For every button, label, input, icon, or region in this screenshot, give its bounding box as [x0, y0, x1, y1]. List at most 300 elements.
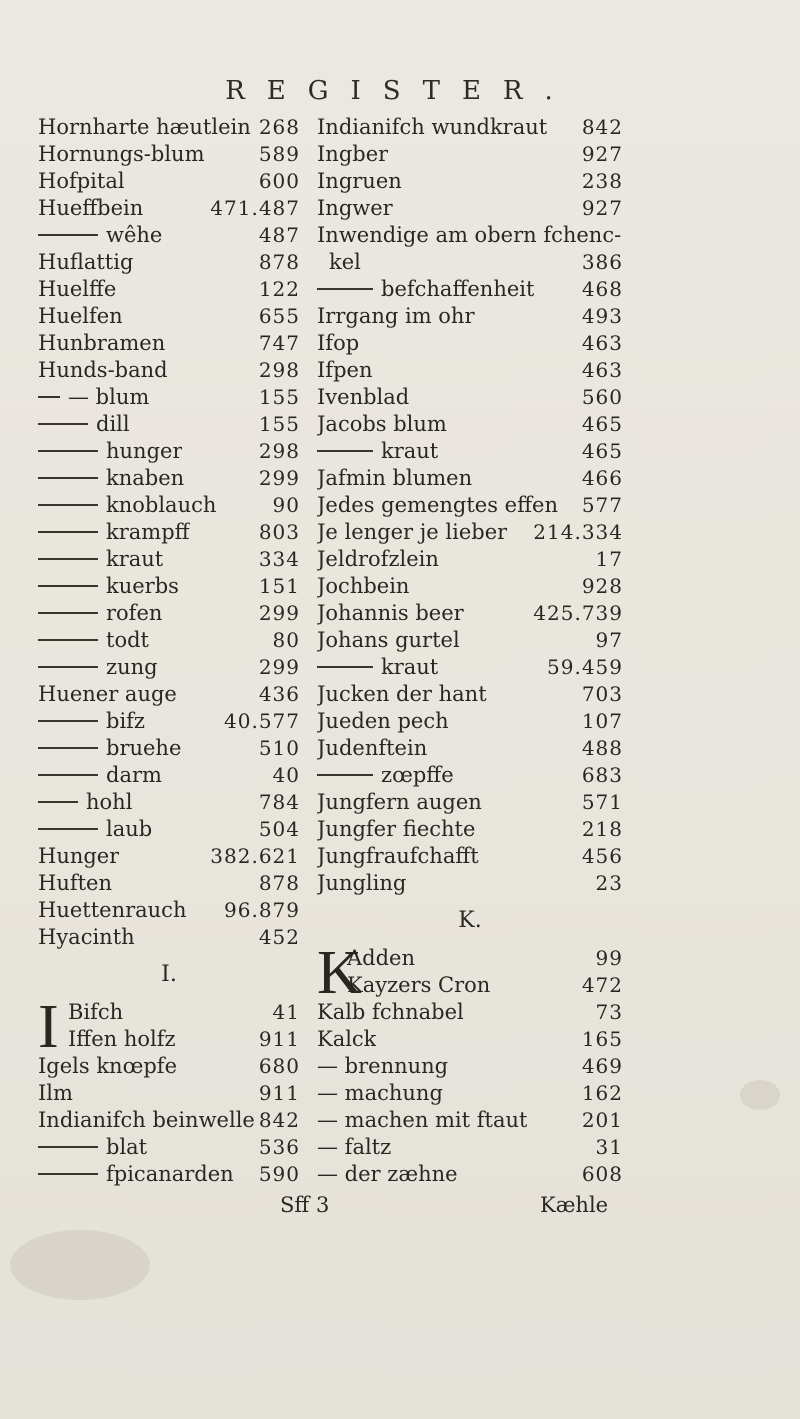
index-entry — [317, 870, 623, 897]
entry-term-text: Jungling — [317, 871, 407, 895]
entry-term — [38, 195, 143, 222]
entry-page-number: 382.621 — [210, 844, 300, 868]
ditto-dash — [38, 828, 98, 830]
entry-term — [317, 465, 472, 492]
index-entry — [317, 735, 623, 762]
entry-term-text: Inwendige am obern fchenc- — [317, 223, 622, 247]
index-entry — [317, 195, 623, 222]
entry-term — [317, 1080, 443, 1107]
entry-term-text: kraut — [381, 655, 439, 679]
entry-term — [38, 411, 130, 438]
ditto-dash — [38, 1173, 98, 1175]
entry-term-text: — brennung — [317, 1054, 449, 1078]
entry-term-text: Jungfraufchafft — [317, 844, 479, 868]
entry-term-text: Huelffe — [38, 277, 117, 301]
index-entry — [317, 222, 623, 249]
entry-term — [38, 897, 186, 924]
entry-page-number: 122 — [258, 277, 300, 301]
index-entry — [38, 303, 300, 330]
entry-page-number: 40.577 — [224, 709, 300, 733]
entry-term-text: bifz — [106, 709, 145, 733]
index-entry — [317, 114, 623, 141]
entry-term-text: Igels knœpfe — [38, 1054, 177, 1078]
entry-term — [347, 972, 490, 999]
index-entry — [317, 999, 623, 1026]
entry-term — [317, 789, 482, 816]
index-entry — [38, 384, 300, 411]
entry-term-text: Kayzers Cron — [347, 973, 491, 997]
index-entry — [38, 1053, 300, 1080]
entry-page-number: 703 — [581, 682, 623, 706]
entry-page-number: 487 — [258, 223, 300, 247]
entry-term-text: knaben — [106, 466, 185, 490]
ditto-dash — [38, 396, 60, 398]
right-column — [317, 114, 623, 1188]
entry-term — [38, 276, 116, 303]
entry-term-text: Kalb fchnabel — [317, 1000, 464, 1024]
entry-term — [38, 168, 125, 195]
entry-term — [317, 411, 447, 438]
entry-page-number: 299 — [258, 601, 300, 625]
ditto-dash — [38, 234, 98, 236]
entry-page-number: 927 — [581, 142, 623, 166]
entry-page-number: 600 — [258, 169, 300, 193]
entry-term — [317, 735, 427, 762]
entry-term — [38, 762, 162, 789]
entry-page-number: 334 — [258, 547, 300, 571]
entry-page-number: 298 — [258, 439, 300, 463]
entry-term — [317, 870, 406, 897]
dropcap-letter: I — [38, 993, 59, 1061]
dropcap-lines — [68, 999, 300, 1053]
entry-page-number: 683 — [581, 763, 623, 787]
entry-page-number: 590 — [258, 1162, 300, 1186]
index-entry — [38, 492, 300, 519]
entry-page-number: 456 — [581, 844, 623, 868]
entry-list-bottom — [317, 999, 623, 1188]
entry-term-text: Ingruen — [317, 169, 402, 193]
entry-term-text: Jungfern augen — [317, 790, 482, 814]
index-entry — [317, 627, 623, 654]
index-entry — [38, 843, 300, 870]
entry-page-number: 386 — [581, 250, 623, 274]
entry-term — [38, 438, 182, 465]
entry-page-number: 571 — [581, 790, 623, 814]
entry-page-number: 842 — [581, 115, 623, 139]
entry-page-number: 878 — [258, 250, 300, 274]
entry-term — [38, 141, 204, 168]
entry-term-text: Hunger — [38, 844, 120, 868]
entry-term — [38, 735, 181, 762]
entry-page-number: 589 — [258, 142, 300, 166]
entry-page-number: 218 — [581, 817, 623, 841]
index-entry — [347, 972, 623, 999]
entry-page-number: 40 — [272, 763, 300, 787]
index-entry — [317, 1161, 623, 1188]
entry-term-text: Hyacinth — [38, 925, 135, 949]
entry-page-number: 488 — [581, 736, 623, 760]
entry-term — [38, 546, 163, 573]
entry-term-text: Huener auge — [38, 682, 177, 706]
index-entry — [317, 384, 623, 411]
entry-term — [38, 870, 112, 897]
entry-term-text: blat — [106, 1135, 148, 1159]
entry-term-text: Je lenger je lieber — [317, 520, 508, 544]
entry-term-text: Hunds-band — [38, 358, 168, 382]
entry-term — [68, 1026, 176, 1053]
entry-term — [317, 114, 547, 141]
entry-term-text: Adden — [347, 946, 416, 970]
ditto-dash — [317, 774, 373, 776]
entry-term-text: bruehe — [106, 736, 182, 760]
index-entry — [38, 546, 300, 573]
entry-term-text: Huettenrauch — [38, 898, 187, 922]
index-entry — [317, 519, 623, 546]
entry-term-text: Kalck — [317, 1027, 377, 1051]
index-entry — [317, 249, 623, 276]
index-entry — [68, 1026, 300, 1053]
index-entry — [347, 945, 623, 972]
entry-term-text: rofen — [106, 601, 163, 625]
entry-page-number: 41 — [272, 1000, 300, 1024]
entry-page-number: 493 — [581, 304, 623, 328]
entry-term-text: — machung — [317, 1081, 443, 1105]
entry-term — [68, 999, 123, 1026]
page-title: REGISTER. — [225, 76, 575, 106]
entry-term-text: — blum — [68, 385, 150, 409]
entry-page-number: 560 — [581, 385, 623, 409]
index-entry — [317, 168, 623, 195]
entry-term — [317, 762, 454, 789]
entry-term — [317, 999, 464, 1026]
entry-page-number: 268 — [258, 115, 300, 139]
entry-term-text: Irrgang im ohr — [317, 304, 475, 328]
entry-term-text: Ivenblad — [317, 385, 410, 409]
ditto-dash — [38, 639, 98, 641]
entry-page-number: 425.739 — [533, 601, 623, 625]
entry-list-top — [38, 114, 300, 951]
entry-term-text: Huften — [38, 871, 113, 895]
entry-term — [317, 1134, 391, 1161]
ditto-dash — [38, 477, 98, 479]
entry-term — [38, 330, 165, 357]
index-entry — [38, 573, 300, 600]
entry-term-text: fpicanarden — [106, 1162, 234, 1186]
entry-page-number: 655 — [258, 304, 300, 328]
entry-term — [38, 1080, 73, 1107]
entry-term-text: zung — [106, 655, 158, 679]
ditto-dash — [38, 801, 78, 803]
entry-term-text: — der zæhne — [317, 1162, 458, 1186]
entry-term — [38, 681, 177, 708]
entry-term-text: Jungfer fiechte — [317, 817, 476, 841]
ditto-dash — [317, 288, 373, 290]
entry-term — [317, 843, 479, 870]
index-entry — [38, 600, 300, 627]
entry-term — [317, 546, 439, 573]
entry-term — [317, 357, 372, 384]
index-entry — [38, 411, 300, 438]
index-entry — [38, 168, 300, 195]
section-heading: K. — [458, 908, 482, 933]
ditto-dash — [38, 504, 98, 506]
index-entry — [38, 654, 300, 681]
index-entry — [317, 600, 623, 627]
entry-list-bottom — [38, 1053, 300, 1188]
entry-page-number: 17 — [595, 547, 623, 571]
entry-term-text: Jacobs blum — [317, 412, 447, 436]
index-entry — [38, 789, 300, 816]
index-entry — [317, 1134, 623, 1161]
entry-term-text: Ingber — [317, 142, 389, 166]
entry-term-text: Jeldrofzlein — [317, 547, 439, 571]
catchword: Kæhle — [540, 1193, 609, 1217]
entry-term — [317, 1026, 376, 1053]
index-entry — [68, 999, 300, 1026]
entry-page-number: 99 — [595, 946, 623, 970]
index-entry — [38, 276, 300, 303]
entry-page-number: 80 — [272, 628, 300, 652]
ditto-dash — [38, 774, 98, 776]
entry-term — [38, 357, 168, 384]
entry-term — [38, 1161, 234, 1188]
entry-page-number: 463 — [581, 358, 623, 382]
section-heading: I. — [161, 962, 177, 987]
entry-term-text: Hornharte hæutlein — [38, 115, 251, 139]
entry-page-number: 842 — [258, 1108, 300, 1132]
index-entry — [38, 1161, 300, 1188]
entry-page-number: 784 — [258, 790, 300, 814]
entry-page-number: 73 — [595, 1000, 623, 1024]
entry-term-text: Indianifch wundkraut — [317, 115, 548, 139]
ditto-dash — [317, 450, 373, 452]
entry-term — [38, 1134, 147, 1161]
index-entry — [317, 303, 623, 330]
entry-term — [317, 1161, 458, 1188]
entry-term — [38, 654, 158, 681]
entry-page-number: 155 — [258, 385, 300, 409]
entry-page-number: 472 — [581, 973, 623, 997]
entry-page-number: 452 — [258, 925, 300, 949]
entry-term — [38, 303, 123, 330]
index-entry — [38, 735, 300, 762]
index-entry — [317, 438, 623, 465]
index-entry — [38, 249, 300, 276]
entry-term-text: Hornungs-blum — [38, 142, 205, 166]
index-entry — [38, 141, 300, 168]
entry-page-number: 878 — [258, 871, 300, 895]
entry-page-number: 90 — [272, 493, 300, 517]
entry-page-number: 608 — [581, 1162, 623, 1186]
entry-term-text: Indianifch beinwelle — [38, 1108, 255, 1132]
entry-page-number: 155 — [258, 412, 300, 436]
entry-page-number: 803 — [258, 520, 300, 544]
entry-term — [317, 276, 534, 303]
entry-term — [317, 519, 507, 546]
entry-term-text: befchaffenheit — [381, 277, 535, 301]
entry-page-number: 469 — [581, 1054, 623, 1078]
index-entry — [317, 357, 623, 384]
entry-term-text: dill — [96, 412, 130, 436]
entry-page-number: 680 — [258, 1054, 300, 1078]
index-entry — [317, 465, 623, 492]
entry-page-number: 201 — [581, 1108, 623, 1132]
index-entry — [317, 708, 623, 735]
entry-term-text: Jochbein — [317, 574, 410, 598]
index-entry — [317, 573, 623, 600]
entry-term-text: darm — [106, 763, 162, 787]
index-entry — [317, 789, 623, 816]
index-entry — [317, 411, 623, 438]
entry-term — [38, 114, 251, 141]
dropcap-block — [38, 993, 300, 1061]
entry-page-number: 465 — [581, 412, 623, 436]
entry-term — [317, 573, 409, 600]
entry-page-number: 928 — [581, 574, 623, 598]
entry-term — [38, 708, 145, 735]
entry-page-number: 504 — [258, 817, 300, 841]
entry-term-text: krampff — [106, 520, 190, 544]
entry-page-number: 31 — [595, 1135, 623, 1159]
ditto-dash — [38, 666, 98, 668]
entry-term-text: — machen mit ftaut — [317, 1108, 528, 1132]
entry-term-text: Iffen holfz — [68, 1027, 176, 1051]
index-entry — [38, 330, 300, 357]
entry-page-number: 466 — [581, 466, 623, 490]
entry-page-number: 151 — [258, 574, 300, 598]
index-entry — [317, 1026, 623, 1053]
entry-term — [38, 249, 133, 276]
entry-term — [38, 492, 216, 519]
entry-term-text: Ifpen — [317, 358, 373, 382]
entry-term-text: Johannis beer — [317, 601, 464, 625]
entry-page-number: 471.487 — [210, 196, 300, 220]
entry-term-text: Hofpital — [38, 169, 125, 193]
entry-term — [38, 573, 179, 600]
dropcap-letter: K — [317, 939, 362, 1007]
entry-page-number: 536 — [258, 1135, 300, 1159]
entry-term-text: todt — [106, 628, 149, 652]
index-entry — [38, 816, 300, 843]
entry-term — [38, 384, 149, 411]
entry-term-text: hohl — [86, 790, 133, 814]
entry-term-text: kuerbs — [106, 574, 179, 598]
ditto-dash — [38, 720, 98, 722]
entry-term-text: Johans gurtel — [317, 628, 460, 652]
entry-term-text: kraut — [106, 547, 164, 571]
index-entry — [317, 681, 623, 708]
entry-term-text: knoblauch — [106, 493, 217, 517]
entry-term-text: Judenftein — [317, 736, 428, 760]
index-entry — [38, 870, 300, 897]
index-entry — [38, 438, 300, 465]
entry-term-text: — faltz — [317, 1135, 392, 1159]
entry-page-number: 927 — [581, 196, 623, 220]
entry-page-number: 299 — [258, 466, 300, 490]
entry-page-number: 97 — [595, 628, 623, 652]
entry-term-text: hunger — [106, 439, 183, 463]
entry-term — [317, 384, 409, 411]
index-entry — [38, 519, 300, 546]
entry-term — [38, 1053, 177, 1080]
entry-page-number: 96.879 — [224, 898, 300, 922]
ditto-dash — [317, 666, 373, 668]
ditto-dash — [38, 558, 98, 560]
entry-term-text: Huelfen — [38, 304, 123, 328]
index-entry — [317, 762, 623, 789]
dropcap-lines — [347, 945, 623, 999]
entry-term — [38, 789, 132, 816]
ditto-dash — [38, 423, 88, 425]
index-entry — [38, 681, 300, 708]
index-entry — [317, 1080, 623, 1107]
entry-term — [317, 438, 438, 465]
paper-stain — [740, 1080, 780, 1110]
index-entry — [38, 627, 300, 654]
entry-term — [317, 816, 475, 843]
entry-page-number: 238 — [581, 169, 623, 193]
entry-term-text: Hunbramen — [38, 331, 166, 355]
entry-term — [317, 141, 388, 168]
entry-page-number: 436 — [258, 682, 300, 706]
index-entry — [38, 708, 300, 735]
index-entry — [38, 1080, 300, 1107]
index-entry — [38, 357, 300, 384]
entry-page-number: 298 — [258, 358, 300, 382]
entry-term-text: kel — [329, 250, 361, 274]
left-column — [38, 114, 300, 1188]
entry-page-number: 299 — [258, 655, 300, 679]
entry-term — [317, 1053, 448, 1080]
entry-term — [38, 816, 152, 843]
entry-term — [38, 627, 149, 654]
entry-term — [317, 708, 449, 735]
entry-term-text: Jafmin blumen — [317, 466, 473, 490]
entry-term — [38, 1107, 255, 1134]
ditto-dash — [38, 450, 98, 452]
ditto-dash — [38, 1146, 98, 1148]
footer — [0, 1193, 800, 1219]
index-entry — [317, 330, 623, 357]
entry-term — [317, 303, 475, 330]
ditto-dash — [38, 747, 98, 749]
entry-page-number: 510 — [258, 736, 300, 760]
ditto-dash — [38, 531, 98, 533]
entry-page-number: 465 — [581, 439, 623, 463]
entry-term-text: kraut — [381, 439, 439, 463]
entry-term — [317, 195, 393, 222]
entry-page-number: 463 — [581, 331, 623, 355]
index-entry — [317, 1107, 623, 1134]
entry-page-number: 468 — [581, 277, 623, 301]
entry-term-text: Bifch — [68, 1000, 124, 1024]
index-entry — [317, 1053, 623, 1080]
entry-term — [317, 330, 359, 357]
entry-term-text: Hueffbein — [38, 196, 144, 220]
entry-term-text: wêhe — [106, 223, 163, 247]
ditto-dash — [38, 585, 98, 587]
paper-stain — [10, 1230, 150, 1300]
entry-page-number: 911 — [258, 1081, 300, 1105]
entry-page-number: 23 — [595, 871, 623, 895]
entry-term-text: Ingwer — [317, 196, 393, 220]
entry-page-number: 911 — [258, 1027, 300, 1051]
entry-term-text: Jucken der hant — [317, 682, 487, 706]
entry-term — [317, 168, 402, 195]
entry-term-text: Ifop — [317, 331, 360, 355]
entry-term — [317, 654, 438, 681]
index-entry — [317, 843, 623, 870]
